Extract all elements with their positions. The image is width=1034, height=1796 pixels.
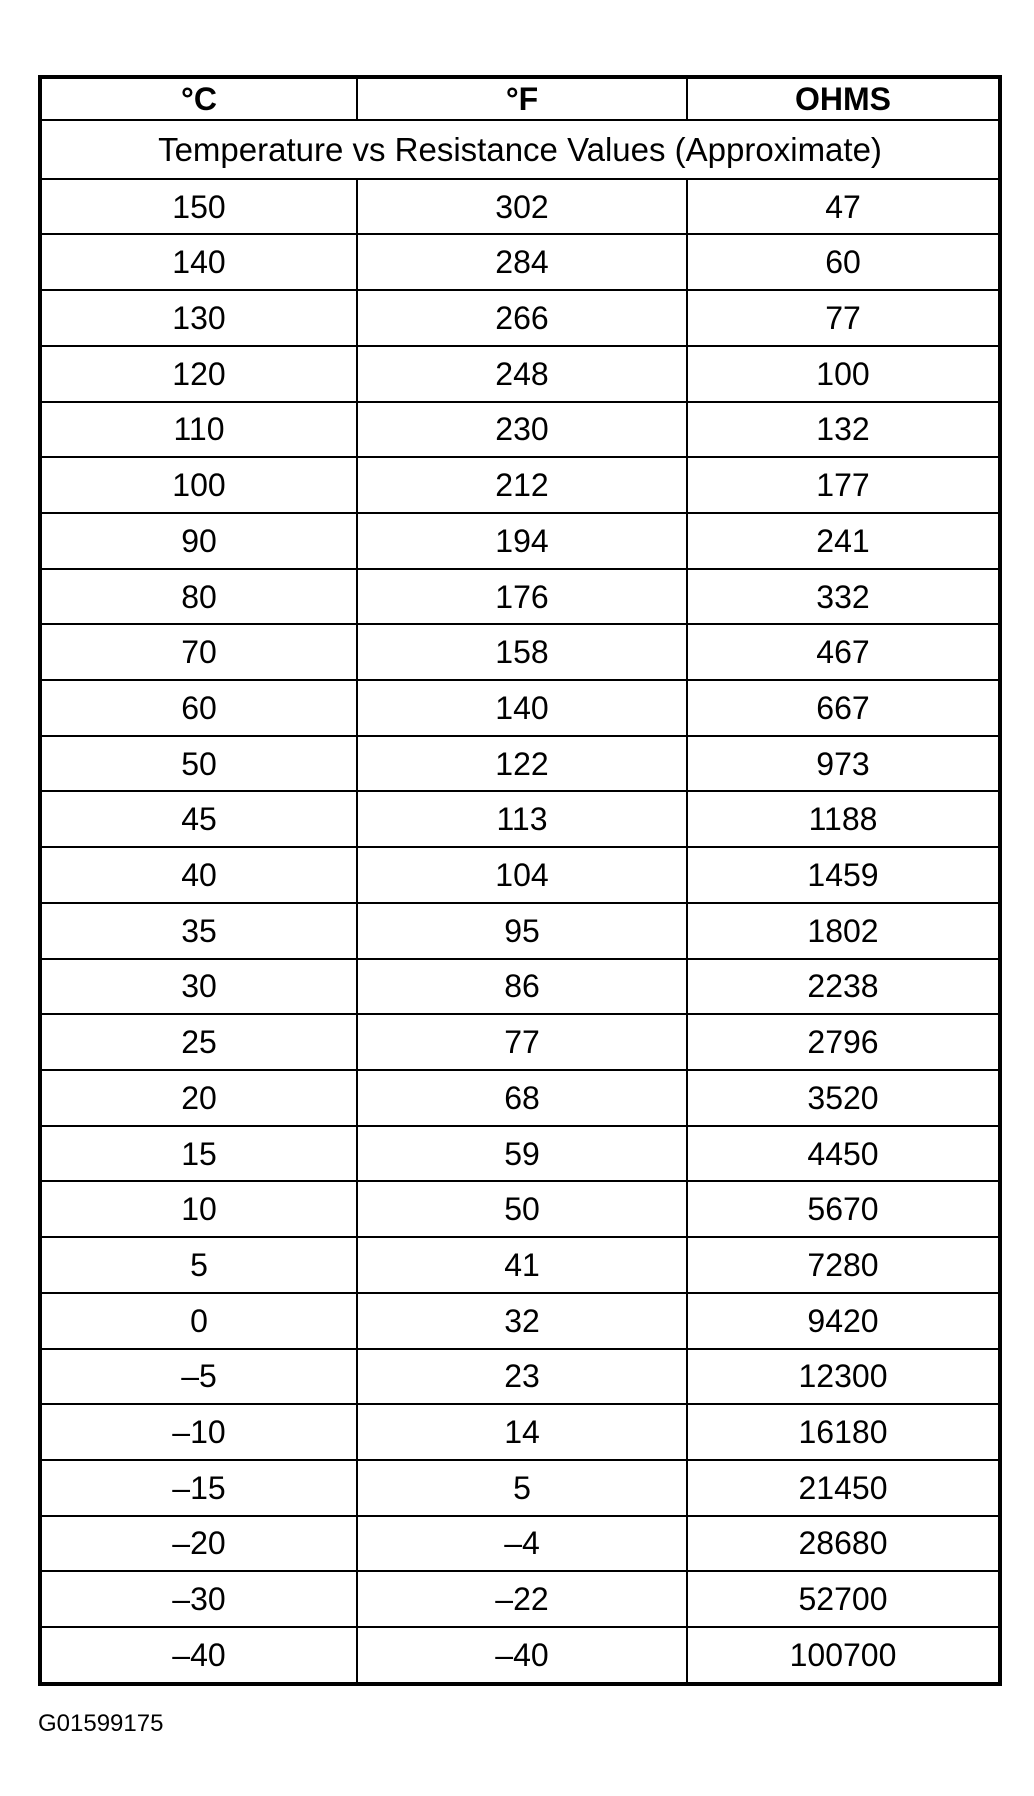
cell-fahrenheit: 266 — [357, 290, 687, 346]
cell-celsius: 5 — [40, 1237, 357, 1293]
table-row — [40, 1237, 1000, 1293]
cell-ohms: 4450 — [687, 1126, 1000, 1182]
table-subtitle-row — [40, 120, 1000, 179]
cell-fahrenheit: 248 — [357, 346, 687, 402]
header-celsius: °C — [40, 77, 357, 120]
cell-fahrenheit: 194 — [357, 513, 687, 569]
header-row — [40, 77, 1000, 120]
cell-fahrenheit: –40 — [357, 1627, 687, 1684]
table-subtitle: Temperature vs Resistance Values (Approximate) — [40, 120, 1000, 179]
cell-celsius: –30 — [40, 1571, 357, 1627]
cell-fahrenheit: –22 — [357, 1571, 687, 1627]
cell-fahrenheit: 104 — [357, 847, 687, 903]
cell-ohms: 21450 — [687, 1460, 1000, 1516]
cell-ohms: 100700 — [687, 1627, 1000, 1684]
cell-ohms: 12300 — [687, 1349, 1000, 1405]
cell-fahrenheit: 68 — [357, 1070, 687, 1126]
cell-celsius: 150 — [40, 179, 357, 235]
cell-fahrenheit: 230 — [357, 402, 687, 458]
cell-celsius: 35 — [40, 903, 357, 959]
cell-ohms: 100 — [687, 346, 1000, 402]
table-row — [40, 513, 1000, 569]
cell-celsius: 120 — [40, 346, 357, 402]
cell-fahrenheit: 86 — [357, 959, 687, 1015]
table-row — [40, 179, 1000, 235]
cell-ohms: 52700 — [687, 1571, 1000, 1627]
cell-fahrenheit: 140 — [357, 680, 687, 736]
cell-fahrenheit: 5 — [357, 1460, 687, 1516]
cell-ohms: 973 — [687, 736, 1000, 792]
table-row — [40, 1349, 1000, 1405]
cell-ohms: 7280 — [687, 1237, 1000, 1293]
cell-ohms: 1459 — [687, 847, 1000, 903]
cell-fahrenheit: 212 — [357, 457, 687, 513]
table-row — [40, 680, 1000, 736]
cell-ohms: 177 — [687, 457, 1000, 513]
cell-fahrenheit: 284 — [357, 234, 687, 290]
cell-celsius: 45 — [40, 791, 357, 847]
cell-ohms: 2238 — [687, 959, 1000, 1015]
cell-ohms: 1188 — [687, 791, 1000, 847]
table-row — [40, 1404, 1000, 1460]
table-row — [40, 569, 1000, 625]
table-row — [40, 290, 1000, 346]
table-row — [40, 1460, 1000, 1516]
cell-celsius: 80 — [40, 569, 357, 625]
table-row — [40, 1181, 1000, 1237]
cell-fahrenheit: 41 — [357, 1237, 687, 1293]
cell-fahrenheit: 176 — [357, 569, 687, 625]
table-row — [40, 1070, 1000, 1126]
cell-celsius: 130 — [40, 290, 357, 346]
cell-celsius: 50 — [40, 736, 357, 792]
cell-ohms: 467 — [687, 624, 1000, 680]
table-row — [40, 457, 1000, 513]
cell-ohms: 241 — [687, 513, 1000, 569]
cell-celsius: –15 — [40, 1460, 357, 1516]
cell-ohms: 9420 — [687, 1293, 1000, 1349]
cell-ohms: 5670 — [687, 1181, 1000, 1237]
cell-celsius: 15 — [40, 1126, 357, 1182]
cell-fahrenheit: 50 — [357, 1181, 687, 1237]
cell-celsius: 25 — [40, 1014, 357, 1070]
table-row — [40, 402, 1000, 458]
cell-celsius: 10 — [40, 1181, 357, 1237]
cell-ohms: 77 — [687, 290, 1000, 346]
cell-ohms: 47 — [687, 179, 1000, 235]
cell-fahrenheit: 122 — [357, 736, 687, 792]
cell-celsius: 90 — [40, 513, 357, 569]
cell-fahrenheit: 113 — [357, 791, 687, 847]
table-row — [40, 1293, 1000, 1349]
table-row — [40, 1516, 1000, 1572]
cell-ohms: 16180 — [687, 1404, 1000, 1460]
cell-fahrenheit: 95 — [357, 903, 687, 959]
cell-celsius: 0 — [40, 1293, 357, 1349]
table-row — [40, 1627, 1000, 1684]
cell-celsius: 60 — [40, 680, 357, 736]
cell-ohms: 667 — [687, 680, 1000, 736]
cell-celsius: –5 — [40, 1349, 357, 1405]
cell-fahrenheit: 59 — [357, 1126, 687, 1182]
cell-celsius: 20 — [40, 1070, 357, 1126]
table-row — [40, 791, 1000, 847]
cell-ohms: 332 — [687, 569, 1000, 625]
cell-ohms: 1802 — [687, 903, 1000, 959]
table-row — [40, 346, 1000, 402]
table-row — [40, 1014, 1000, 1070]
cell-fahrenheit: 32 — [357, 1293, 687, 1349]
cell-celsius: 70 — [40, 624, 357, 680]
table-row — [40, 959, 1000, 1015]
cell-ohms: 3520 — [687, 1070, 1000, 1126]
temperature-resistance-table — [38, 75, 1002, 1686]
cell-ohms: 2796 — [687, 1014, 1000, 1070]
cell-ohms: 132 — [687, 402, 1000, 458]
cell-fahrenheit: –4 — [357, 1516, 687, 1572]
table-row — [40, 1571, 1000, 1627]
cell-fahrenheit: 77 — [357, 1014, 687, 1070]
cell-celsius: 110 — [40, 402, 357, 458]
cell-celsius: 30 — [40, 959, 357, 1015]
cell-fahrenheit: 302 — [357, 179, 687, 235]
cell-celsius: –20 — [40, 1516, 357, 1572]
header-ohms: OHMS — [687, 77, 1000, 120]
cell-celsius: –10 — [40, 1404, 357, 1460]
cell-fahrenheit: 23 — [357, 1349, 687, 1405]
cell-celsius: 40 — [40, 847, 357, 903]
cell-fahrenheit: 158 — [357, 624, 687, 680]
cell-ohms: 28680 — [687, 1516, 1000, 1572]
table-row — [40, 1126, 1000, 1182]
table-row — [40, 234, 1000, 290]
header-fahrenheit: °F — [357, 77, 687, 120]
table-row — [40, 736, 1000, 792]
table-row — [40, 847, 1000, 903]
cell-celsius: 100 — [40, 457, 357, 513]
table-row — [40, 903, 1000, 959]
cell-fahrenheit: 14 — [357, 1404, 687, 1460]
cell-ohms: 60 — [687, 234, 1000, 290]
table-row — [40, 624, 1000, 680]
cell-celsius: 140 — [40, 234, 357, 290]
cell-celsius: –40 — [40, 1627, 357, 1684]
figure-code: G01599175 — [38, 1710, 164, 1737]
